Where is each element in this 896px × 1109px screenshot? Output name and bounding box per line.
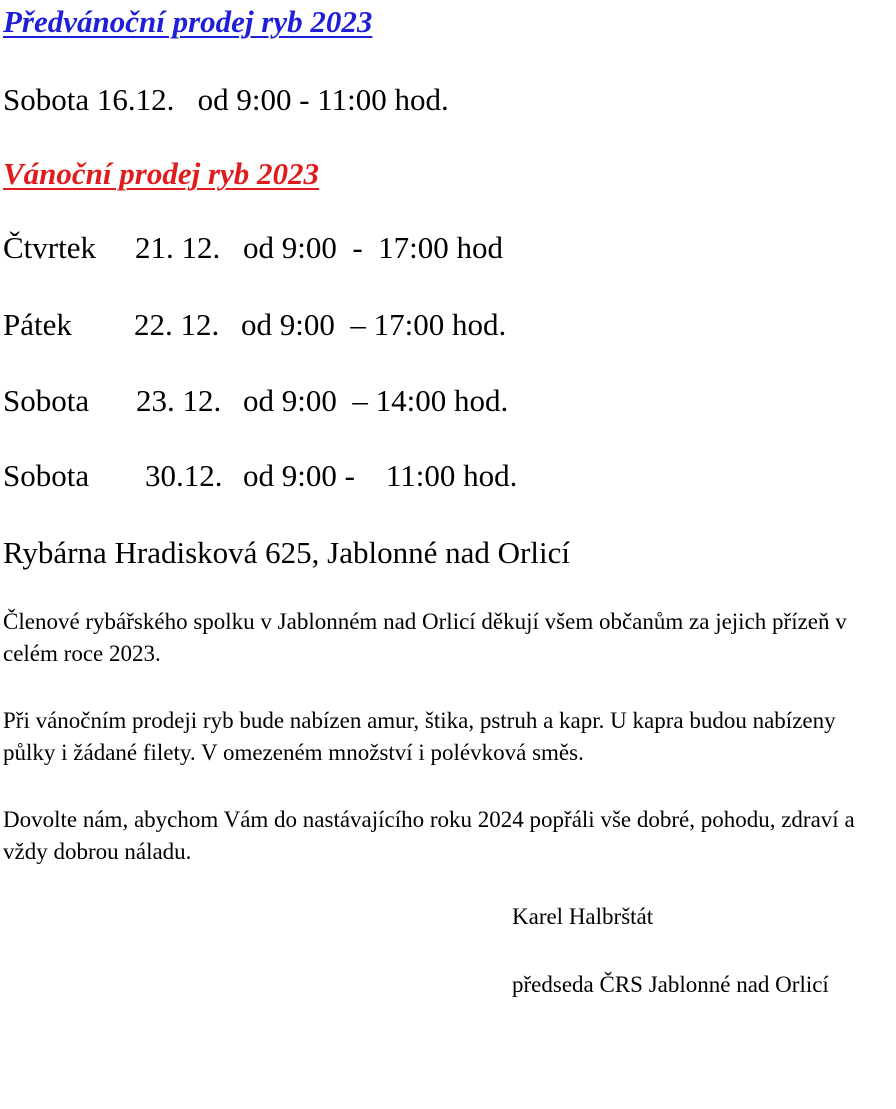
schedule-date: 23. 12. <box>136 383 222 418</box>
schedule-time: od 9:00 - 17:00 hod <box>243 230 504 265</box>
offer-paragraph: Při vánočním prodeji ryb bude nabízen amur, štika, pstruh a kapr. U kapra budou nabízeny půlky i žádané filety. V omezeném množství i polévková směs. <box>3 708 836 765</box>
schedule-time: od 9:00 - 11:00 hod. <box>243 458 518 493</box>
presale-heading: Předvánoční prodej ryb 2023 <box>3 4 373 39</box>
schedule-row <box>3 460 883 494</box>
schedule-day: Čtvrtek <box>3 230 96 265</box>
schedule-row <box>3 385 883 419</box>
thanks-paragraph: Členové rybářského spolku v Jablonném nad Orlicí děkují všem občanům za jejich přízeň v celém roce 2023. <box>3 609 847 666</box>
schedule-day: Sobota <box>3 458 90 493</box>
schedule-time: od 9:00 – 17:00 hod. <box>241 307 507 342</box>
presale-date-line: Sobota 16.12. od 9:00 - 11:00 hod. <box>3 82 449 117</box>
signature-title: předseda ČRS Jablonné nad Orlicí <box>512 972 829 997</box>
xmas-sale-heading: Vánoční prodej ryb 2023 <box>3 156 320 191</box>
schedule-date: 21. 12. <box>135 230 221 265</box>
schedule-row <box>3 309 883 343</box>
schedule-day: Sobota <box>3 383 90 418</box>
schedule-day: Pátek <box>3 307 72 342</box>
schedule-row <box>3 232 883 266</box>
schedule-time: od 9:00 – 14:00 hod. <box>243 383 509 418</box>
signature-name: Karel Halbrštát <box>512 904 654 929</box>
schedule-date: 30.12. <box>145 458 223 493</box>
shop-address: Rybárna Hradisková 625, Jablonné nad Orlicí <box>3 535 570 570</box>
schedule-date: 22. 12. <box>134 307 220 342</box>
wishes-paragraph: Dovolte nám, abychom Vám do nastávajícího roku 2024 popřáli vše dobré, pohodu, zdraví a vždy dobrou náladu. <box>3 807 855 864</box>
